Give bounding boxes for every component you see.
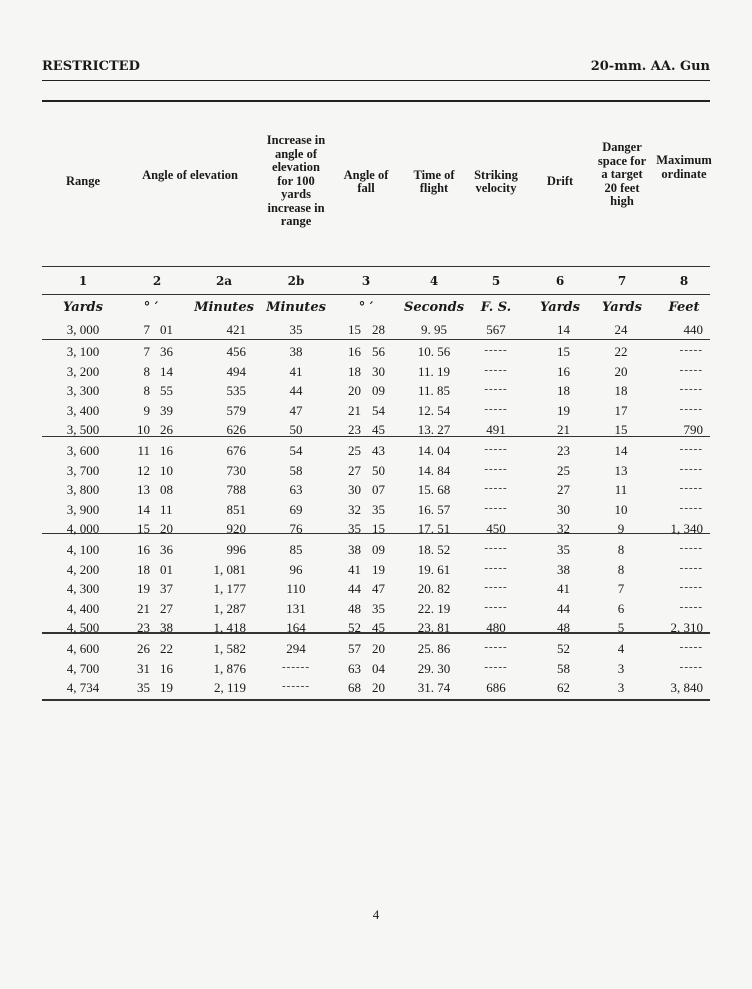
table-cell: 480 bbox=[486, 620, 506, 635]
table-cell: 30 bbox=[348, 482, 361, 497]
table-cell: ----- bbox=[484, 383, 508, 395]
table-cell: 494 bbox=[226, 363, 246, 379]
table-cell: 535 bbox=[226, 383, 246, 398]
table-cell: 14 bbox=[160, 363, 173, 379]
table-cell: 18 bbox=[557, 383, 570, 398]
table-cell: ----- bbox=[679, 660, 703, 673]
table-cell: 85 bbox=[289, 542, 303, 557]
column-heading: Angle of fall bbox=[343, 167, 389, 195]
table-cell: 37 bbox=[160, 581, 173, 596]
table-cell: 36 bbox=[160, 542, 173, 557]
table-cell: 32 bbox=[348, 501, 361, 517]
table-cell: 15 bbox=[348, 322, 361, 337]
table-cell: 38 bbox=[348, 542, 361, 557]
table-cell: 41 bbox=[557, 581, 570, 596]
table-cell: 04 bbox=[372, 660, 385, 676]
table-cell: ----- bbox=[679, 542, 703, 554]
table-cell: 47 bbox=[372, 581, 385, 596]
table-cell: 21 bbox=[557, 422, 570, 437]
table-cell: ----- bbox=[484, 660, 508, 673]
table-cell: 8 bbox=[617, 561, 625, 577]
column-number: 1 bbox=[78, 274, 88, 288]
table-cell: 14 bbox=[557, 322, 570, 337]
table-cell: 2, 310 bbox=[670, 620, 703, 635]
table-cell: 110 bbox=[286, 581, 306, 596]
table-cell: 4, 200 bbox=[66, 561, 100, 577]
table-cell: 7 bbox=[143, 344, 150, 359]
table-cell: 63 bbox=[348, 660, 361, 676]
column-unit: Minutes bbox=[194, 300, 254, 315]
table-cell: 23 bbox=[137, 620, 150, 635]
table-cell: 11. 85 bbox=[417, 383, 451, 398]
table-cell: ----- bbox=[484, 501, 508, 514]
table-cell: 16 bbox=[160, 443, 173, 458]
number-row-rule bbox=[42, 294, 710, 295]
table-cell: ----- bbox=[679, 641, 703, 653]
table-cell: 790 bbox=[683, 422, 703, 437]
column-heading: Striking velocity bbox=[474, 167, 518, 195]
table-cell: 6 bbox=[617, 600, 625, 616]
column-heading: Danger space for a target 20 feet high bbox=[597, 140, 647, 208]
table-cell: ----- bbox=[679, 402, 703, 415]
table-cell: 09 bbox=[372, 542, 385, 557]
table-cell: ----- bbox=[484, 542, 508, 554]
table-cell: 3, 600 bbox=[66, 443, 100, 458]
table-cell: 851 bbox=[226, 501, 246, 517]
table-cell: 1, 876 bbox=[213, 660, 246, 676]
table-cell: 38 bbox=[557, 561, 570, 577]
document-title: 20-mm. AA. Gun bbox=[590, 59, 710, 74]
table-cell: 11. 19 bbox=[417, 363, 451, 379]
table-cell: 23 bbox=[557, 443, 570, 458]
table-cell: ----- bbox=[679, 443, 703, 455]
table-cell: ------ bbox=[282, 680, 310, 692]
table-cell: 45 bbox=[372, 422, 385, 437]
table-cell: 920 bbox=[226, 521, 246, 536]
table-cell: 21 bbox=[137, 600, 150, 616]
table-cell: 07 bbox=[372, 482, 385, 497]
table-cell: 4, 400 bbox=[66, 600, 100, 616]
table-cell: 50 bbox=[372, 462, 385, 478]
table-cell: 15 bbox=[372, 521, 385, 536]
table-cell: 10 bbox=[614, 501, 628, 517]
table-cell: ----- bbox=[484, 363, 508, 376]
table-cell: 54 bbox=[372, 402, 385, 418]
table-cell: 08 bbox=[160, 482, 173, 497]
table-cell: 45 bbox=[372, 620, 385, 635]
column-unit: F. S. bbox=[480, 300, 512, 315]
table-cell: 12 bbox=[137, 462, 150, 478]
column-unit: Yards bbox=[602, 300, 642, 315]
table-cell: 25 bbox=[348, 443, 361, 458]
table-cell: 28 bbox=[372, 322, 385, 337]
table-cell: 2, 119 bbox=[213, 680, 246, 695]
column-heading: Time of flight bbox=[413, 167, 455, 195]
table-cell: 294 bbox=[286, 641, 306, 656]
table-cell: ----- bbox=[484, 581, 508, 593]
table-cell: 16 bbox=[348, 344, 361, 359]
table-cell: 9. 95 bbox=[421, 322, 447, 337]
table-cell: 22 bbox=[614, 344, 628, 359]
table-cell: 3, 800 bbox=[66, 482, 100, 497]
table-cell: 15 bbox=[137, 521, 150, 536]
table-bottom-rule bbox=[42, 699, 710, 701]
table-cell: 68 bbox=[348, 680, 361, 695]
table-cell: 676 bbox=[226, 443, 246, 458]
table-cell: 456 bbox=[226, 344, 246, 359]
table-cell: 15 bbox=[557, 344, 570, 359]
table-cell: 20 bbox=[372, 680, 385, 695]
table-cell: 24 bbox=[614, 322, 628, 337]
table-cell: ----- bbox=[484, 561, 508, 574]
table-cell: 76 bbox=[289, 521, 303, 536]
table-cell: 7 bbox=[143, 322, 150, 337]
table-cell: 9 bbox=[617, 521, 625, 536]
classification-label: RESTRICTED bbox=[42, 59, 140, 74]
page-header bbox=[42, 59, 710, 77]
column-heading: Increase in angle of elevation for 100 yards increase in range bbox=[266, 133, 326, 228]
table-cell: 3 bbox=[617, 680, 625, 695]
table-cell: 11 bbox=[137, 443, 150, 458]
table-cell: 1, 340 bbox=[670, 521, 703, 536]
table-cell: ----- bbox=[679, 501, 703, 514]
table-cell: 686 bbox=[486, 680, 506, 695]
table-cell: 19 bbox=[557, 402, 570, 418]
table-cell: 50 bbox=[289, 422, 303, 437]
table-cell: 01 bbox=[160, 322, 173, 337]
table-cell: 57 bbox=[348, 641, 361, 656]
column-unit: Feet bbox=[668, 300, 700, 315]
table-cell: 19 bbox=[372, 561, 385, 577]
column-unit: Seconds bbox=[403, 300, 465, 315]
table-cell: 56 bbox=[372, 344, 385, 359]
table-cell: 44 bbox=[289, 383, 303, 398]
table-cell: 8 bbox=[143, 383, 150, 398]
column-number: 8 bbox=[679, 274, 689, 288]
table-cell: 4, 700 bbox=[66, 660, 100, 676]
table-cell: 38 bbox=[160, 620, 173, 635]
table-cell: 164 bbox=[286, 620, 306, 635]
table-cell: 4, 600 bbox=[66, 641, 100, 656]
table-cell: ----- bbox=[484, 600, 508, 613]
table-cell: 11 bbox=[614, 482, 628, 497]
table-cell: 44 bbox=[557, 600, 570, 616]
table-cell: 18 bbox=[348, 363, 361, 379]
table-cell: ----- bbox=[679, 561, 703, 574]
table-cell: 48 bbox=[557, 620, 570, 635]
table-cell: 996 bbox=[226, 542, 246, 557]
column-heading: Range bbox=[65, 174, 101, 188]
table-cell: 12. 54 bbox=[417, 402, 451, 418]
table-cell: 131 bbox=[286, 600, 306, 616]
table-cell: 15 bbox=[614, 422, 628, 437]
column-number: 4 bbox=[429, 274, 439, 288]
table-cell: 29. 30 bbox=[417, 660, 451, 676]
table-cell: 14. 04 bbox=[417, 443, 451, 458]
table-cell: 20 bbox=[614, 363, 628, 379]
table-cell: 48 bbox=[348, 600, 361, 616]
table-cell: 4, 000 bbox=[66, 521, 100, 536]
table-cell: ----- bbox=[679, 482, 703, 494]
table-cell: 4 bbox=[617, 641, 625, 656]
table-cell: 63 bbox=[289, 482, 303, 497]
table-cell: 440 bbox=[683, 322, 703, 337]
table-cell: 35 bbox=[348, 521, 361, 536]
table-cell: ----- bbox=[484, 344, 508, 356]
table-cell: 41 bbox=[348, 561, 361, 577]
table-cell: 22 bbox=[160, 641, 173, 656]
table-cell: 4, 300 bbox=[66, 581, 100, 596]
table-cell: 18. 52 bbox=[417, 542, 451, 557]
column-unit: Yards bbox=[63, 300, 103, 315]
table-cell: 9 bbox=[143, 402, 150, 418]
table-cell: 27 bbox=[160, 600, 173, 616]
table-cell: ----- bbox=[484, 402, 508, 415]
table-cell: 31 bbox=[137, 660, 150, 676]
table-cell: ----- bbox=[679, 581, 703, 593]
table-cell: 3, 200 bbox=[66, 363, 100, 379]
table-cell: 4, 500 bbox=[66, 620, 100, 635]
table-cell: 579 bbox=[226, 402, 246, 418]
table-cell: 421 bbox=[226, 322, 246, 337]
table-cell: 39 bbox=[160, 402, 173, 418]
header-rule bbox=[42, 80, 710, 81]
table-cell: ------ bbox=[282, 660, 310, 673]
table-cell: 23. 81 bbox=[417, 620, 451, 635]
table-cell: 18 bbox=[137, 561, 150, 577]
column-unit: Yards bbox=[540, 300, 580, 315]
page-number: 4 bbox=[372, 907, 380, 922]
table-cell: 47 bbox=[289, 402, 303, 418]
table-cell: 13 bbox=[614, 462, 628, 478]
table-cell: 52 bbox=[348, 620, 361, 635]
table-cell: 18 bbox=[614, 383, 628, 398]
table-cell: 626 bbox=[226, 422, 246, 437]
table-cell: 8 bbox=[143, 363, 150, 379]
table-cell: 25 bbox=[557, 462, 570, 478]
table-cell: ----- bbox=[679, 383, 703, 395]
table-cell: 11 bbox=[160, 501, 173, 517]
table-cell: 69 bbox=[289, 501, 303, 517]
column-heading: Drift bbox=[546, 174, 574, 188]
table-cell: 16 bbox=[557, 363, 570, 379]
table-cell: 10. 56 bbox=[417, 344, 451, 359]
table-cell: 491 bbox=[486, 422, 506, 437]
heading-bottom-rule bbox=[42, 266, 710, 267]
table-cell: 3, 100 bbox=[66, 344, 100, 359]
table-cell: 567 bbox=[486, 322, 506, 337]
table-cell: 1, 582 bbox=[213, 641, 246, 656]
column-number: 7 bbox=[617, 274, 627, 288]
table-cell: 19 bbox=[137, 581, 150, 596]
table-cell: 96 bbox=[289, 561, 303, 577]
table-cell: ----- bbox=[679, 462, 703, 475]
table-cell: ----- bbox=[679, 344, 703, 356]
table-cell: 16. 57 bbox=[417, 501, 451, 517]
column-number: 2b bbox=[287, 274, 305, 288]
table-cell: 16 bbox=[137, 542, 150, 557]
table-cell: 10 bbox=[160, 462, 173, 478]
table-cell: 38 bbox=[289, 344, 303, 359]
table-cell: 10 bbox=[137, 422, 150, 437]
column-number: 3 bbox=[361, 274, 371, 288]
table-cell: 54 bbox=[289, 443, 303, 458]
table-cell: 17. 51 bbox=[417, 521, 451, 536]
table-cell: 32 bbox=[557, 521, 570, 536]
table-cell: 19. 61 bbox=[417, 561, 451, 577]
table-cell: 35 bbox=[372, 501, 385, 517]
table-cell: 4, 734 bbox=[66, 680, 100, 695]
column-number: 2 bbox=[152, 274, 162, 288]
table-cell: 450 bbox=[486, 521, 506, 536]
table-cell: 01 bbox=[160, 561, 173, 577]
group-separator-rule bbox=[42, 339, 710, 340]
table-cell: 58 bbox=[557, 660, 570, 676]
table-cell: 13. 27 bbox=[417, 422, 451, 437]
table-cell: 788 bbox=[226, 482, 246, 497]
table-cell: 8 bbox=[617, 542, 625, 557]
table-cell: 30 bbox=[372, 363, 385, 379]
table-cell: 09 bbox=[372, 383, 385, 398]
table-cell: 43 bbox=[372, 443, 385, 458]
table-cell: 16 bbox=[160, 660, 173, 676]
table-cell: 20 bbox=[160, 521, 173, 536]
table-cell: 4, 100 bbox=[66, 542, 100, 557]
table-cell: 3, 900 bbox=[66, 501, 100, 517]
table-cell: ----- bbox=[679, 363, 703, 376]
table-cell: 20 bbox=[372, 641, 385, 656]
table-cell: 31. 74 bbox=[417, 680, 451, 695]
table-cell: 35 bbox=[372, 600, 385, 616]
table-cell: 20 bbox=[348, 383, 361, 398]
column-unit: ° ′ bbox=[358, 300, 374, 315]
table-cell: 23 bbox=[348, 422, 361, 437]
column-number: 5 bbox=[491, 274, 501, 288]
table-cell: 14 bbox=[137, 501, 150, 517]
table-cell: 25. 86 bbox=[417, 641, 451, 656]
table-cell: 27 bbox=[348, 462, 361, 478]
table-cell: 14 bbox=[614, 443, 628, 458]
table-cell: 3, 500 bbox=[66, 422, 100, 437]
table-cell: 7 bbox=[617, 581, 625, 596]
table-cell: 44 bbox=[348, 581, 361, 596]
table-cell: 14. 84 bbox=[417, 462, 451, 478]
table-cell: 20. 82 bbox=[417, 581, 451, 596]
table-cell: 1, 287 bbox=[213, 600, 246, 616]
table-cell: 35 bbox=[137, 680, 150, 695]
table-cell: 5 bbox=[617, 620, 625, 635]
table-cell: 15. 68 bbox=[417, 482, 451, 497]
table-cell: ----- bbox=[679, 600, 703, 613]
table-cell: 55 bbox=[160, 383, 173, 398]
table-cell: 3, 300 bbox=[66, 383, 100, 398]
column-heading: Angle of elevation bbox=[142, 167, 238, 182]
table-cell: 41 bbox=[289, 363, 303, 379]
table-cell: 17 bbox=[614, 402, 628, 418]
table-cell: 35 bbox=[289, 322, 303, 337]
table-cell: 3, 400 bbox=[66, 402, 100, 418]
table-cell: 26 bbox=[160, 422, 173, 437]
table-cell: 3, 000 bbox=[66, 322, 100, 337]
table-cell: 30 bbox=[557, 501, 570, 517]
table-cell: 35 bbox=[557, 542, 570, 557]
column-unit: Minutes bbox=[266, 300, 326, 315]
column-number: 6 bbox=[555, 274, 565, 288]
table-cell: 26 bbox=[137, 641, 150, 656]
table-cell: ----- bbox=[484, 443, 508, 455]
column-number: 2a bbox=[215, 274, 233, 288]
table-cell: 1, 418 bbox=[213, 620, 246, 635]
table-cell: ----- bbox=[484, 462, 508, 475]
table-cell: 36 bbox=[160, 344, 173, 359]
table-cell: 62 bbox=[557, 680, 570, 695]
table-cell: 3, 840 bbox=[670, 680, 703, 695]
table-cell: 58 bbox=[289, 462, 303, 478]
table-top-rule bbox=[42, 100, 710, 102]
table-cell: 3, 700 bbox=[66, 462, 100, 478]
table-cell: 52 bbox=[557, 641, 570, 656]
table-cell: ----- bbox=[484, 482, 508, 494]
table-cell: 1, 081 bbox=[213, 561, 246, 577]
table-cell: 3 bbox=[617, 660, 625, 676]
table-cell: 22. 19 bbox=[417, 600, 451, 616]
table-cell: 13 bbox=[137, 482, 150, 497]
table-cell: ----- bbox=[484, 641, 508, 653]
column-heading: Maximum ordinate bbox=[656, 153, 712, 181]
table-cell: 19 bbox=[160, 680, 173, 695]
table-cell: 27 bbox=[557, 482, 570, 497]
table-cell: 21 bbox=[348, 402, 361, 418]
column-unit: ° ′ bbox=[143, 300, 159, 315]
table-cell: 730 bbox=[226, 462, 246, 478]
table-cell: 1, 177 bbox=[213, 581, 246, 596]
